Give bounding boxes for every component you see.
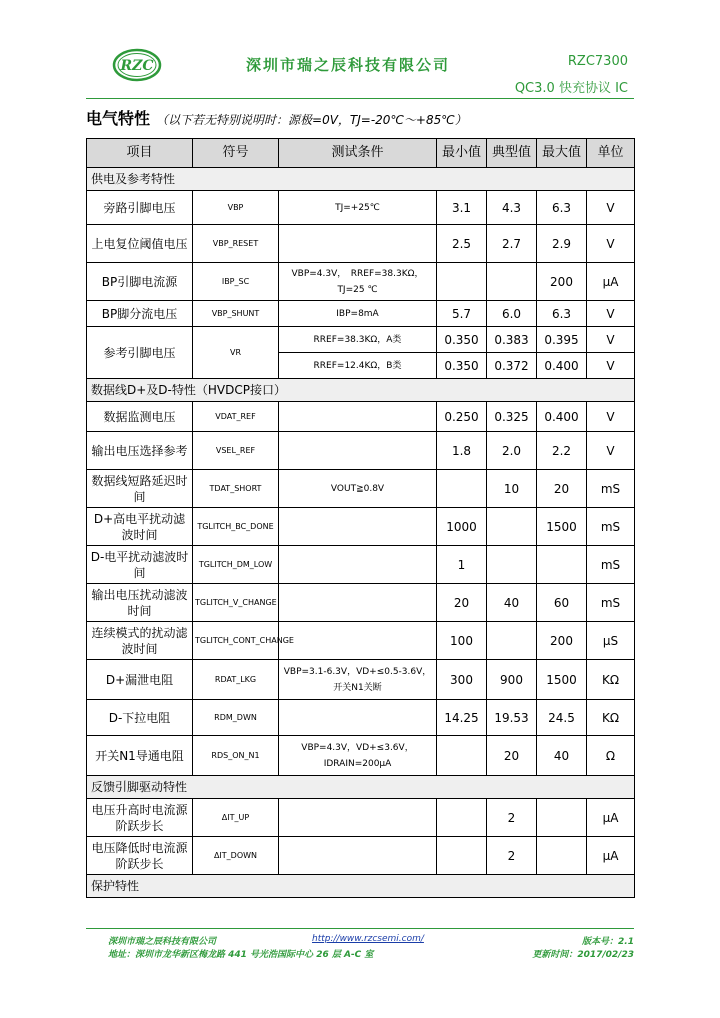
max-cell: 1500 [537,660,587,700]
symbol-cell: VSEL_REF [193,432,279,470]
min-cell: 20 [437,584,487,622]
max-cell: 2.9 [537,225,587,263]
table-row [87,799,635,837]
condition-cell [279,837,437,875]
min-cell: 1000 [437,508,487,546]
company-logo [112,48,162,82]
typ-cell: 2 [487,837,537,875]
company-name: 深圳市瑞之辰科技有限公司 [246,56,451,74]
group-row [87,875,635,898]
condition-cell [279,546,437,584]
typ-cell [487,622,537,660]
min-cell [437,736,487,776]
symbol-cell: TGLITCH_V_CHANGE [193,584,279,622]
typ-cell [487,263,537,301]
item-cell: D-电平扰动滤波时间 [87,546,193,584]
typ-cell: 6.0 [487,301,537,327]
unit-cell: V [587,402,635,432]
symbol-cell: ΔIT_DOWN [193,837,279,875]
item-cell: BP脚分流电压 [87,301,193,327]
symbol-cell: VBP_SHUNT [193,301,279,327]
typ-cell: 0.383 [487,327,537,353]
min-cell: 2.5 [437,225,487,263]
item-cell: 数据监测电压 [87,402,193,432]
footer-divider [86,928,634,929]
unit-cell: KΩ [587,700,635,736]
typ-cell: 900 [487,660,537,700]
footer-website-link[interactable]: http://www.rzcsemi.com/ [312,934,424,944]
condition-cell [279,700,437,736]
table-row [87,327,635,353]
condition-cell: IBP=8mA [279,301,437,327]
condition-cell: VOUT≧0.8V [279,470,437,508]
typ-cell: 2 [487,799,537,837]
max-cell: 24.5 [537,700,587,736]
unit-cell: μA [587,837,635,875]
page-header [86,44,634,106]
min-cell: 5.7 [437,301,487,327]
item-cell: D+高电平扰动滤波时间 [87,508,193,546]
item-cell: 输出电压扰动滤波时间 [87,584,193,622]
condition-cell [279,584,437,622]
max-cell [537,546,587,584]
symbol-cell: IBP_SC [193,263,279,301]
table-row [87,470,635,508]
condition-cell [279,432,437,470]
condition-cell [279,799,437,837]
item-cell: D-下拉电阻 [87,700,193,736]
max-cell: 200 [537,263,587,301]
table-row [87,225,635,263]
min-cell: 300 [437,660,487,700]
max-cell: 0.395 [537,327,587,353]
table-row [87,700,635,736]
section-title-text: 电气特性 [86,109,151,128]
unit-cell: Ω [587,736,635,776]
symbol-cell: RDS_ON_N1 [193,736,279,776]
item-cell: 电压降低时电流源阶跃步长 [87,837,193,875]
section-note: （以下若无特别说明时：源极=0V，TJ=-20℃～+85℃） [156,113,467,127]
symbol-cell: VR [193,327,279,379]
condition-cell: VBP=4.3V，VD+≤3.6V，IDRAIN=200μA [279,736,437,776]
table-row [87,584,635,622]
symbol-cell: VBP_RESET [193,225,279,263]
item-cell: BP引脚电流源 [87,263,193,301]
max-cell: 200 [537,622,587,660]
group-label: 数据线D+及D-特性（HVDCP接口） [87,379,635,402]
group-label: 反馈引脚驱动特性 [87,776,635,799]
section-title [86,106,467,129]
typ-cell: 0.325 [487,402,537,432]
table-row [87,546,635,584]
condition-cell: RREF=12.4KΩ，B类 [279,353,437,379]
item-cell: D+漏泄电阻 [87,660,193,700]
header-condition: 测试条件 [279,139,437,168]
item-cell: 旁路引脚电压 [87,191,193,225]
min-cell: 100 [437,622,487,660]
max-cell: 0.400 [537,402,587,432]
typ-cell: 0.372 [487,353,537,379]
min-cell: 0.350 [437,327,487,353]
min-cell: 3.1 [437,191,487,225]
header-divider [86,98,634,99]
unit-cell: mS [587,470,635,508]
typ-cell: 19.53 [487,700,537,736]
unit-cell: V [587,301,635,327]
header-typ: 典型值 [487,139,537,168]
table-row [87,263,635,301]
unit-cell: mS [587,508,635,546]
symbol-cell: TGLITCH_CONT_CHANGE [193,622,279,660]
symbol-cell: RDAT_LKG [193,660,279,700]
typ-cell: 2.7 [487,225,537,263]
condition-cell: RREF=38.3KΩ，A类 [279,327,437,353]
footer-updated: 更新时间：2017/02/23 [532,950,634,960]
group-label: 供电及参考特性 [87,168,635,191]
unit-cell: μA [587,799,635,837]
header-min: 最小值 [437,139,487,168]
symbol-cell: RDM_DWN [193,700,279,736]
typ-cell: 20 [487,736,537,776]
condition-cell [279,508,437,546]
unit-cell: V [587,432,635,470]
table-row [87,736,635,776]
table-header-row [87,139,635,168]
condition-cell [279,225,437,263]
group-row [87,379,635,402]
typ-cell: 10 [487,470,537,508]
unit-cell: V [587,225,635,263]
condition-cell [279,622,437,660]
footer-version: 版本号：2.1 [582,937,634,947]
symbol-cell: TDAT_SHORT [193,470,279,508]
min-cell [437,263,487,301]
item-cell: 开关N1导通电阻 [87,736,193,776]
table-row [87,402,635,432]
unit-cell: mS [587,584,635,622]
unit-cell: V [587,353,635,379]
group-label: 保护特性 [87,875,635,898]
symbol-cell: ΔIT_UP [193,799,279,837]
symbol-cell: VDAT_REF [193,402,279,432]
max-cell: 20 [537,470,587,508]
symbol-cell: TGLITCH_BC_DONE [193,508,279,546]
table-row [87,301,635,327]
max-cell: 1500 [537,508,587,546]
group-row [87,168,635,191]
condition-cell: VBP=3.1-6.3V，VD+≤0.5-3.6V，开关N1关断 [279,660,437,700]
item-cell: 连续模式的扰动滤波时间 [87,622,193,660]
item-cell: 参考引脚电压 [87,327,193,379]
max-cell: 6.3 [537,191,587,225]
logo-text: RZC [120,58,154,74]
item-cell: 电压升高时电流源阶跃步长 [87,799,193,837]
min-cell [437,837,487,875]
max-cell: 40 [537,736,587,776]
table-row [87,660,635,700]
footer-address: 地址：深圳市龙华新区梅龙路 441 号光浩国际中心 26 层 A-C 室 [108,950,374,960]
typ-cell: 4.3 [487,191,537,225]
unit-cell: mS [587,546,635,584]
electrical-characteristics-table [86,138,635,898]
max-cell: 2.2 [537,432,587,470]
header-max: 最大值 [537,139,587,168]
unit-cell: μS [587,622,635,660]
table-row [87,508,635,546]
min-cell: 1.8 [437,432,487,470]
max-cell: 60 [537,584,587,622]
max-cell: 0.400 [537,353,587,379]
max-cell [537,799,587,837]
header-symbol: 符号 [193,139,279,168]
footer-company: 深圳市瑞之辰科技有限公司 [108,937,217,947]
typ-cell [487,508,537,546]
condition-cell: TJ=+25℃ [279,191,437,225]
table-row [87,191,635,225]
item-cell: 数据线短路延迟时间 [87,470,193,508]
table-row [87,837,635,875]
header-unit: 单位 [587,139,635,168]
typ-cell: 40 [487,584,537,622]
condition-cell: VBP=4.3V， RREF=38.3KΩ，TJ=25 ℃ [279,263,437,301]
symbol-cell: VBP [193,191,279,225]
unit-cell: KΩ [587,660,635,700]
group-row [87,776,635,799]
min-cell: 0.350 [437,353,487,379]
min-cell: 14.25 [437,700,487,736]
typ-cell: 2.0 [487,432,537,470]
max-cell [537,837,587,875]
typ-cell [487,546,537,584]
table-row [87,432,635,470]
symbol-cell: TGLITCH_DM_LOW [193,546,279,584]
table-row [87,622,635,660]
min-cell [437,470,487,508]
unit-cell: V [587,327,635,353]
model-number: RZC7300 [567,54,628,69]
max-cell: 6.3 [537,301,587,327]
item-cell: 输出电压选择参考 [87,432,193,470]
header-item: 项目 [87,139,193,168]
condition-cell [279,402,437,432]
min-cell [437,799,487,837]
product-subtitle: QC3.0 快充协议 IC [514,81,628,96]
min-cell: 0.250 [437,402,487,432]
unit-cell: μA [587,263,635,301]
item-cell: 上电复位阈值电压 [87,225,193,263]
unit-cell: V [587,191,635,225]
min-cell: 1 [437,546,487,584]
